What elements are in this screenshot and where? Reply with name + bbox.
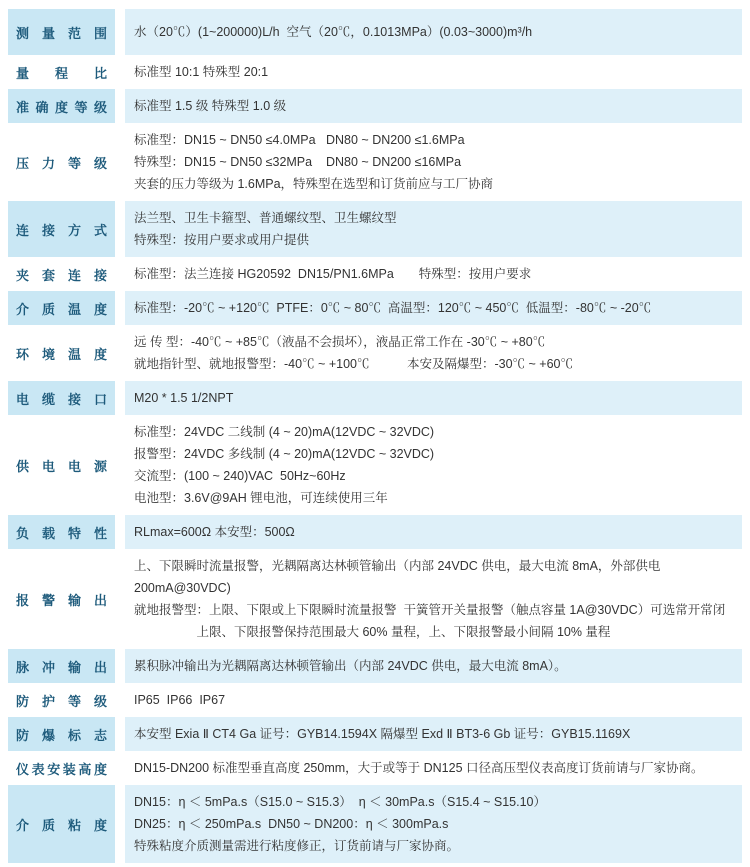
spec-row xyxy=(8,683,742,717)
spec-value-line: 特殊型：DN15 ~ DN50 ≤32MPa DN80 ~ DN200 ≤16MPa xyxy=(134,155,462,169)
spec-value-cell xyxy=(125,785,742,863)
spec-value-line: 标准型 1.5 级 特殊型 1.0 级 xyxy=(134,99,287,113)
spec-value-line: 标准型：24VDC 二线制 (4 ~ 20)mA(12VDC ~ 32VDC) xyxy=(134,425,435,439)
spec-label: 连接方式 xyxy=(16,222,107,238)
spec-value-line: 报警型：24VDC 多线制 (4 ~ 20)mA(12VDC ~ 32VDC) xyxy=(134,447,435,461)
spec-label-cell xyxy=(8,9,115,55)
spec-row xyxy=(8,515,742,549)
spec-value-cell xyxy=(125,649,742,683)
spec-label-cell xyxy=(8,751,115,785)
spec-label: 环境温度 xyxy=(16,346,107,362)
spec-value-cell xyxy=(125,257,742,291)
spec-value-line: 就地报警型：上限、下限或上下限瞬时流量报警 干簧管开关量报警（触点容量 1A@30VDC）可选常开常闭 xyxy=(134,603,726,617)
spec-label: 准确度等级 xyxy=(16,99,107,115)
spec-row xyxy=(8,785,742,863)
spec-row xyxy=(8,325,742,381)
spec-value-line: 标准型：-20℃ ~ +120℃ PTFE：0℃ ~ 80℃ 高温型：120℃ ~ 450℃ 低温型：-80℃ ~ -20℃ xyxy=(134,301,652,315)
spec-value-cell xyxy=(125,55,742,89)
spec-row xyxy=(8,55,742,89)
spec-value-line: DN25：η ＜ 250mPa.s DN50 ~ DN200：η ＜ 300mPa.s xyxy=(134,817,449,831)
spec-value-line: DN15-DN200 标准型垂直高度 250mm，大于或等于 DN125 口径高压型仪表高度订货前请与厂家协商。 xyxy=(134,761,704,775)
spec-value-line: 法兰型、卫生卡箍型、普通螺纹型、卫生螺纹型 xyxy=(134,211,397,225)
spec-label-cell xyxy=(8,649,115,683)
spec-row xyxy=(8,9,742,55)
spec-value-line: 标准型：法兰连接 HG20592 DN15/PN1.6MPa 特殊型：按用户要求 xyxy=(134,267,532,281)
spec-label: 仪表安装高度 xyxy=(16,761,107,777)
spec-value-cell xyxy=(125,291,742,325)
spec-row xyxy=(8,381,742,415)
spec-value-line: 交流型：(100 ~ 240)VAC 50Hz~60Hz xyxy=(134,469,346,483)
spec-value-line: 电池型：3.6V@9AH 锂电池，可连续使用三年 xyxy=(134,491,388,505)
spec-row xyxy=(8,415,742,515)
spec-row xyxy=(8,201,742,257)
spec-value-cell xyxy=(125,549,742,649)
spec-row xyxy=(8,751,742,785)
spec-label-cell xyxy=(8,291,115,325)
spec-label: 测量范围 xyxy=(16,25,107,41)
spec-label-cell xyxy=(8,89,115,123)
spec-label: 供电电源 xyxy=(16,458,107,474)
spec-label: 脉冲输出 xyxy=(16,659,107,675)
spec-value-cell xyxy=(125,9,742,55)
spec-row xyxy=(8,89,742,123)
spec-label-cell xyxy=(8,55,115,89)
spec-label: 报警输出 xyxy=(16,592,107,608)
spec-value-line: 上、下限瞬时流量报警，光耦隔离达林顿管输出（内部 24VDC 供电，最大电流 8mA，外部供电 200mA@30VDC) xyxy=(134,559,664,595)
spec-value-cell xyxy=(125,415,742,515)
spec-value-line: DN15：η ＜ 5mPa.s（S15.0 ~ S15.3） η ＜ 30mPa.s（S15.4 ~ S15.10） xyxy=(134,795,547,809)
spec-value-line: 特殊型：按用户要求或用户提供 xyxy=(134,233,310,247)
spec-label: 夹套连接 xyxy=(16,267,107,283)
spec-label-cell xyxy=(8,549,115,649)
spec-label-cell xyxy=(8,683,115,717)
spec-label-cell xyxy=(8,785,115,863)
spec-label: 量程比 xyxy=(16,65,107,81)
spec-label-cell xyxy=(8,123,115,201)
spec-row xyxy=(8,649,742,683)
spec-value-line: 就地指针型、就地报警型：-40℃ ~ +100℃ 本安及隔爆型：-30℃ ~ +60℃ xyxy=(134,357,573,371)
spec-label-cell xyxy=(8,515,115,549)
spec-label-cell xyxy=(8,381,115,415)
spec-row xyxy=(8,549,742,649)
spec-value-cell xyxy=(125,683,742,717)
spec-value-cell xyxy=(125,201,742,257)
spec-value-line: 水（20℃）(1~200000)L/h 空气（20℃，0.1013MPa）(0.03~3000)m³/h xyxy=(134,25,533,39)
spec-value-line: 标准型：DN15 ~ DN50 ≤4.0MPa DN80 ~ DN200 ≤1.6MPa xyxy=(134,133,465,147)
spec-row xyxy=(8,717,742,751)
spec-row xyxy=(8,123,742,201)
spec-value-line: M20 * 1.5 1/2NPT xyxy=(134,391,234,405)
spec-value-cell xyxy=(125,751,742,785)
spec-row xyxy=(8,257,742,291)
spec-value-line: 标准型 10:1 特殊型 20:1 xyxy=(134,65,269,79)
spec-label: 防护等级 xyxy=(16,693,107,709)
spec-value-line: IP65 IP66 IP67 xyxy=(134,693,226,707)
spec-label: 电缆接口 xyxy=(16,391,107,407)
spec-label-cell xyxy=(8,325,115,381)
spec-value-line: 上限、下限报警保持范围最大 60% 量程，上、下限报警最小间隔 10% 量程 xyxy=(134,625,611,639)
spec-value-cell xyxy=(125,717,742,751)
spec-label: 负载特性 xyxy=(16,525,107,541)
spec-label: 介质温度 xyxy=(16,301,107,317)
spec-label-cell xyxy=(8,257,115,291)
spec-value-line: 累积脉冲输出为光耦隔离达林顿管输出（内部 24VDC 供电，最大电流 8mA）。 xyxy=(134,659,567,673)
spec-row xyxy=(8,291,742,325)
spec-value-cell xyxy=(125,515,742,549)
spec-value-line: RLmax=600Ω 本安型：500Ω xyxy=(134,525,295,539)
spec-value-line: 本安型 Exia Ⅱ CT4 Ga 证号：GYB14.1594X 隔爆型 Exd Ⅱ BT3-6 Gb 证号：GYB15.1169X xyxy=(134,727,631,741)
spec-value-cell xyxy=(125,89,742,123)
spec-value-cell xyxy=(125,325,742,381)
spec-label-cell xyxy=(8,717,115,751)
spec-value-line: 远 传 型：-40℃ ~ +85℃（液晶不会损坏），液晶正常工作在 -30℃ ~ +80℃ xyxy=(134,335,546,349)
spec-value-line: 夹套的压力等级为 1.6MPa，特殊型在选型和订货前应与工厂协商 xyxy=(134,177,494,191)
spec-value-cell xyxy=(125,123,742,201)
spec-value-cell xyxy=(125,381,742,415)
spec-label: 介质粘度 xyxy=(16,817,107,833)
spec-table xyxy=(8,9,742,863)
spec-label: 压力等级 xyxy=(16,155,107,171)
spec-label: 防爆标志 xyxy=(16,727,107,743)
spec-value-line: 特殊粘度介质测量需进行粘度修正，订货前请与厂家协商。 xyxy=(134,839,460,853)
spec-label-cell xyxy=(8,201,115,257)
spec-label-cell xyxy=(8,415,115,515)
